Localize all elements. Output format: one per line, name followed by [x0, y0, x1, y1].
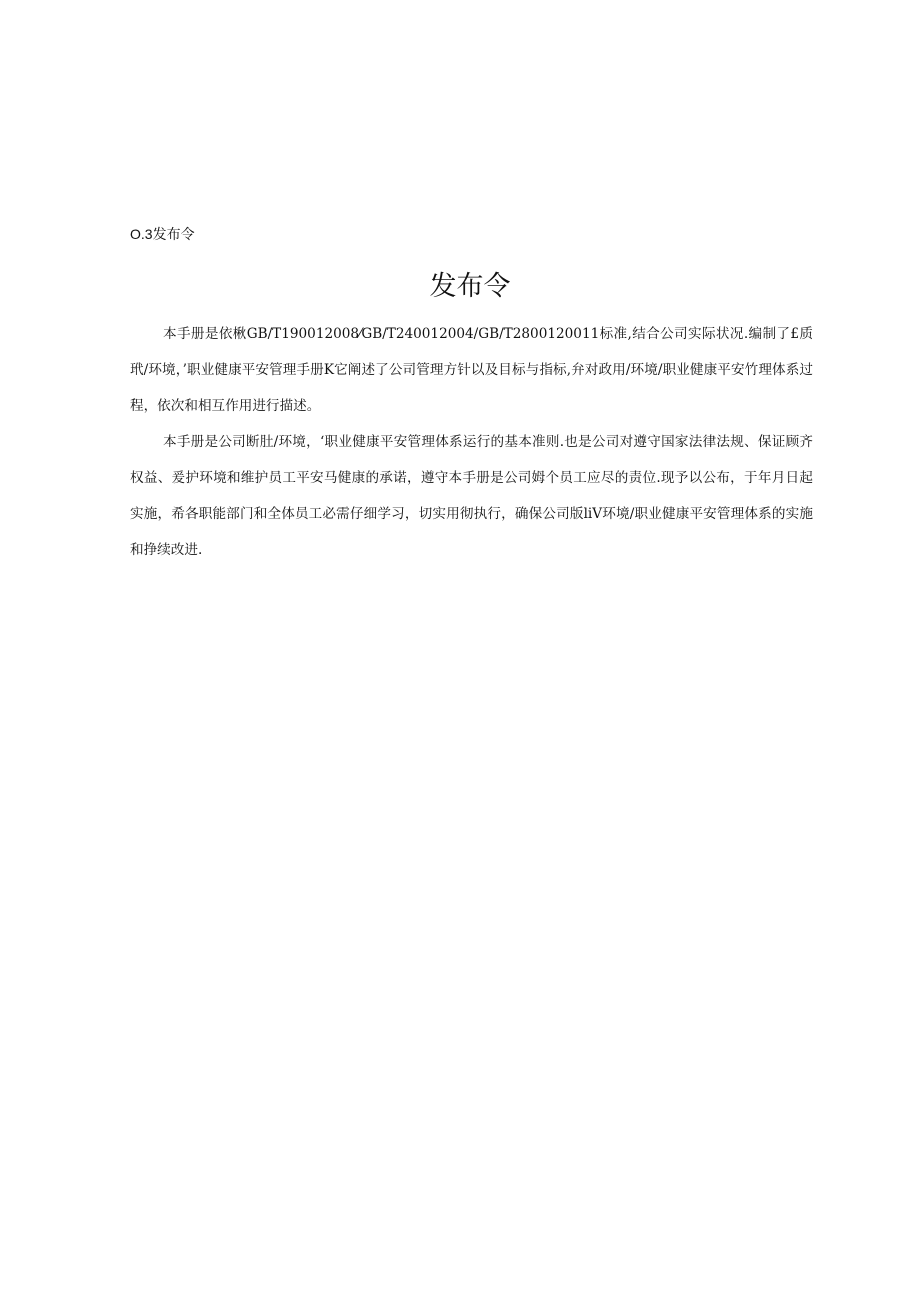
- section-label: O.3发布令: [130, 226, 195, 242]
- paragraph-1: 本手册是依楸GB/T190012008⁄GB/T240012004/GB/T2800120011标准,结合公司实际状况.编制了£质玳/环境，’职业健康平安管理手册K它阐述了公司管理方针以及目标与指标,弁对政用/环境/职业健康平安竹理体系过程，依次和相互作用进行描述。: [130, 326, 813, 414]
- paragraph-2: 本手册是公司断肚/环境，‘职业健康平安管理体系运行的基本准则.也是公司对遵守国家法律法规、保证顾齐权益、爰护环境和维护员工平安马健康的承诺，遵守本手册是公司姆个员工应尽的责位.现予以公布，于年月日起实施，希各职能部门和全体员工必需仔细学习，切实用彻执行，确保公司版liV环境/职业健康平安管理体系的实施和挣续改进.: [130, 434, 813, 558]
- body-text: [130, 316, 813, 568]
- document-title: 发布令: [429, 271, 511, 302]
